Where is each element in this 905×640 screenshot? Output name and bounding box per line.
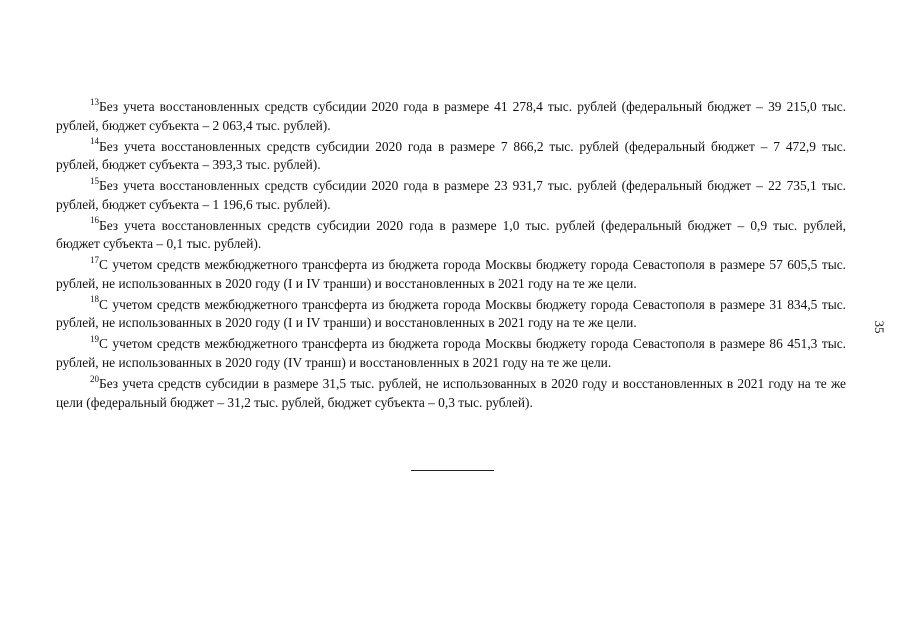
footnote-16 [56,217,846,254]
footnote-marker: 15 [90,175,99,186]
page-number: 35 [872,320,887,334]
footnote-text: С учетом средств межбюджетного трансферта из бюджета города Москвы бюджету города Севастополя в размере 86 451,3 тыс. рублей, не использованных в 2020 году (IV транш) и восстановленных в 2021 году на те же цели. [56,336,846,371]
footnote-text: Без учета восстановленных средств субсидии 2020 года в размере 7 866,2 тыс. рублей (федеральный бюджет – 7 472,9 тыс. рублей, бюджет субъекта – 393,3 тыс. рублей). [56,138,846,173]
footnote-text: Без учета восстановленных средств субсидии 2020 года в размере 41 278,4 тыс. рублей (федеральный бюджет – 39 215,0 тыс. рублей, бюджет субъекта – 2 063,4 тыс. рублей). [56,99,846,133]
footnote-marker: 17 [90,254,99,265]
footnote-13 [56,98,846,135]
footnote-marker: 18 [90,294,99,305]
footnote-14 [56,138,846,175]
footnote-text: Без учета восстановленных средств субсидии 2020 года в размере 23 931,7 тыс. рублей (федеральный бюджет – 22 735,1 тыс. рублей, бюджет субъекта – 1 196,6 тыс. рублей). [56,178,846,212]
footnote-marker: 13 [90,96,99,107]
footnote-17 [56,256,846,293]
footnote-marker: 20 [90,373,99,384]
footnote-19 [56,335,846,372]
footnote-marker: 19 [90,334,99,344]
footnote-20 [56,375,846,412]
footnote-text: Без учета средств субсидии в размере 31,5 тыс. рублей, не использованных в 2020 году и восстановленных в 2021 году на те же цели (федеральный бюджет – 31,2 тыс. рублей, бюджет субъекта – 0,3 тыс. рублей). [56,376,846,410]
footnote-marker: 14 [90,136,99,147]
footnote-text: Без учета восстановленных средств субсидии 2020 года в размере 1,0 тыс. рублей (федеральный бюджет – 0,9 тыс. рублей, бюджет субъекта – 0,1 тыс. рублей). [56,217,846,252]
footnote-marker: 16 [90,215,99,226]
footnote-text: С учетом средств межбюджетного трансферта из бюджета города Москвы бюджету города Севастополя в размере 31 834,5 тыс. рублей, не использованных в 2020 году (I и IV транши) и восстановленных в 2021 году на те же цели. [56,296,846,331]
end-separator-line [411,470,494,471]
footnote-text: С учетом средств межбюджетного трансферта из бюджета города Москвы бюджету города Севастополя в размере 57 605,5 тыс. рублей, не использованных в 2020 году (I и IV транши) и восстановленных в 2021 году на те же цели. [56,257,846,291]
footnote-18 [56,296,846,333]
footnote-15 [56,177,846,214]
footnotes-block [56,98,846,415]
